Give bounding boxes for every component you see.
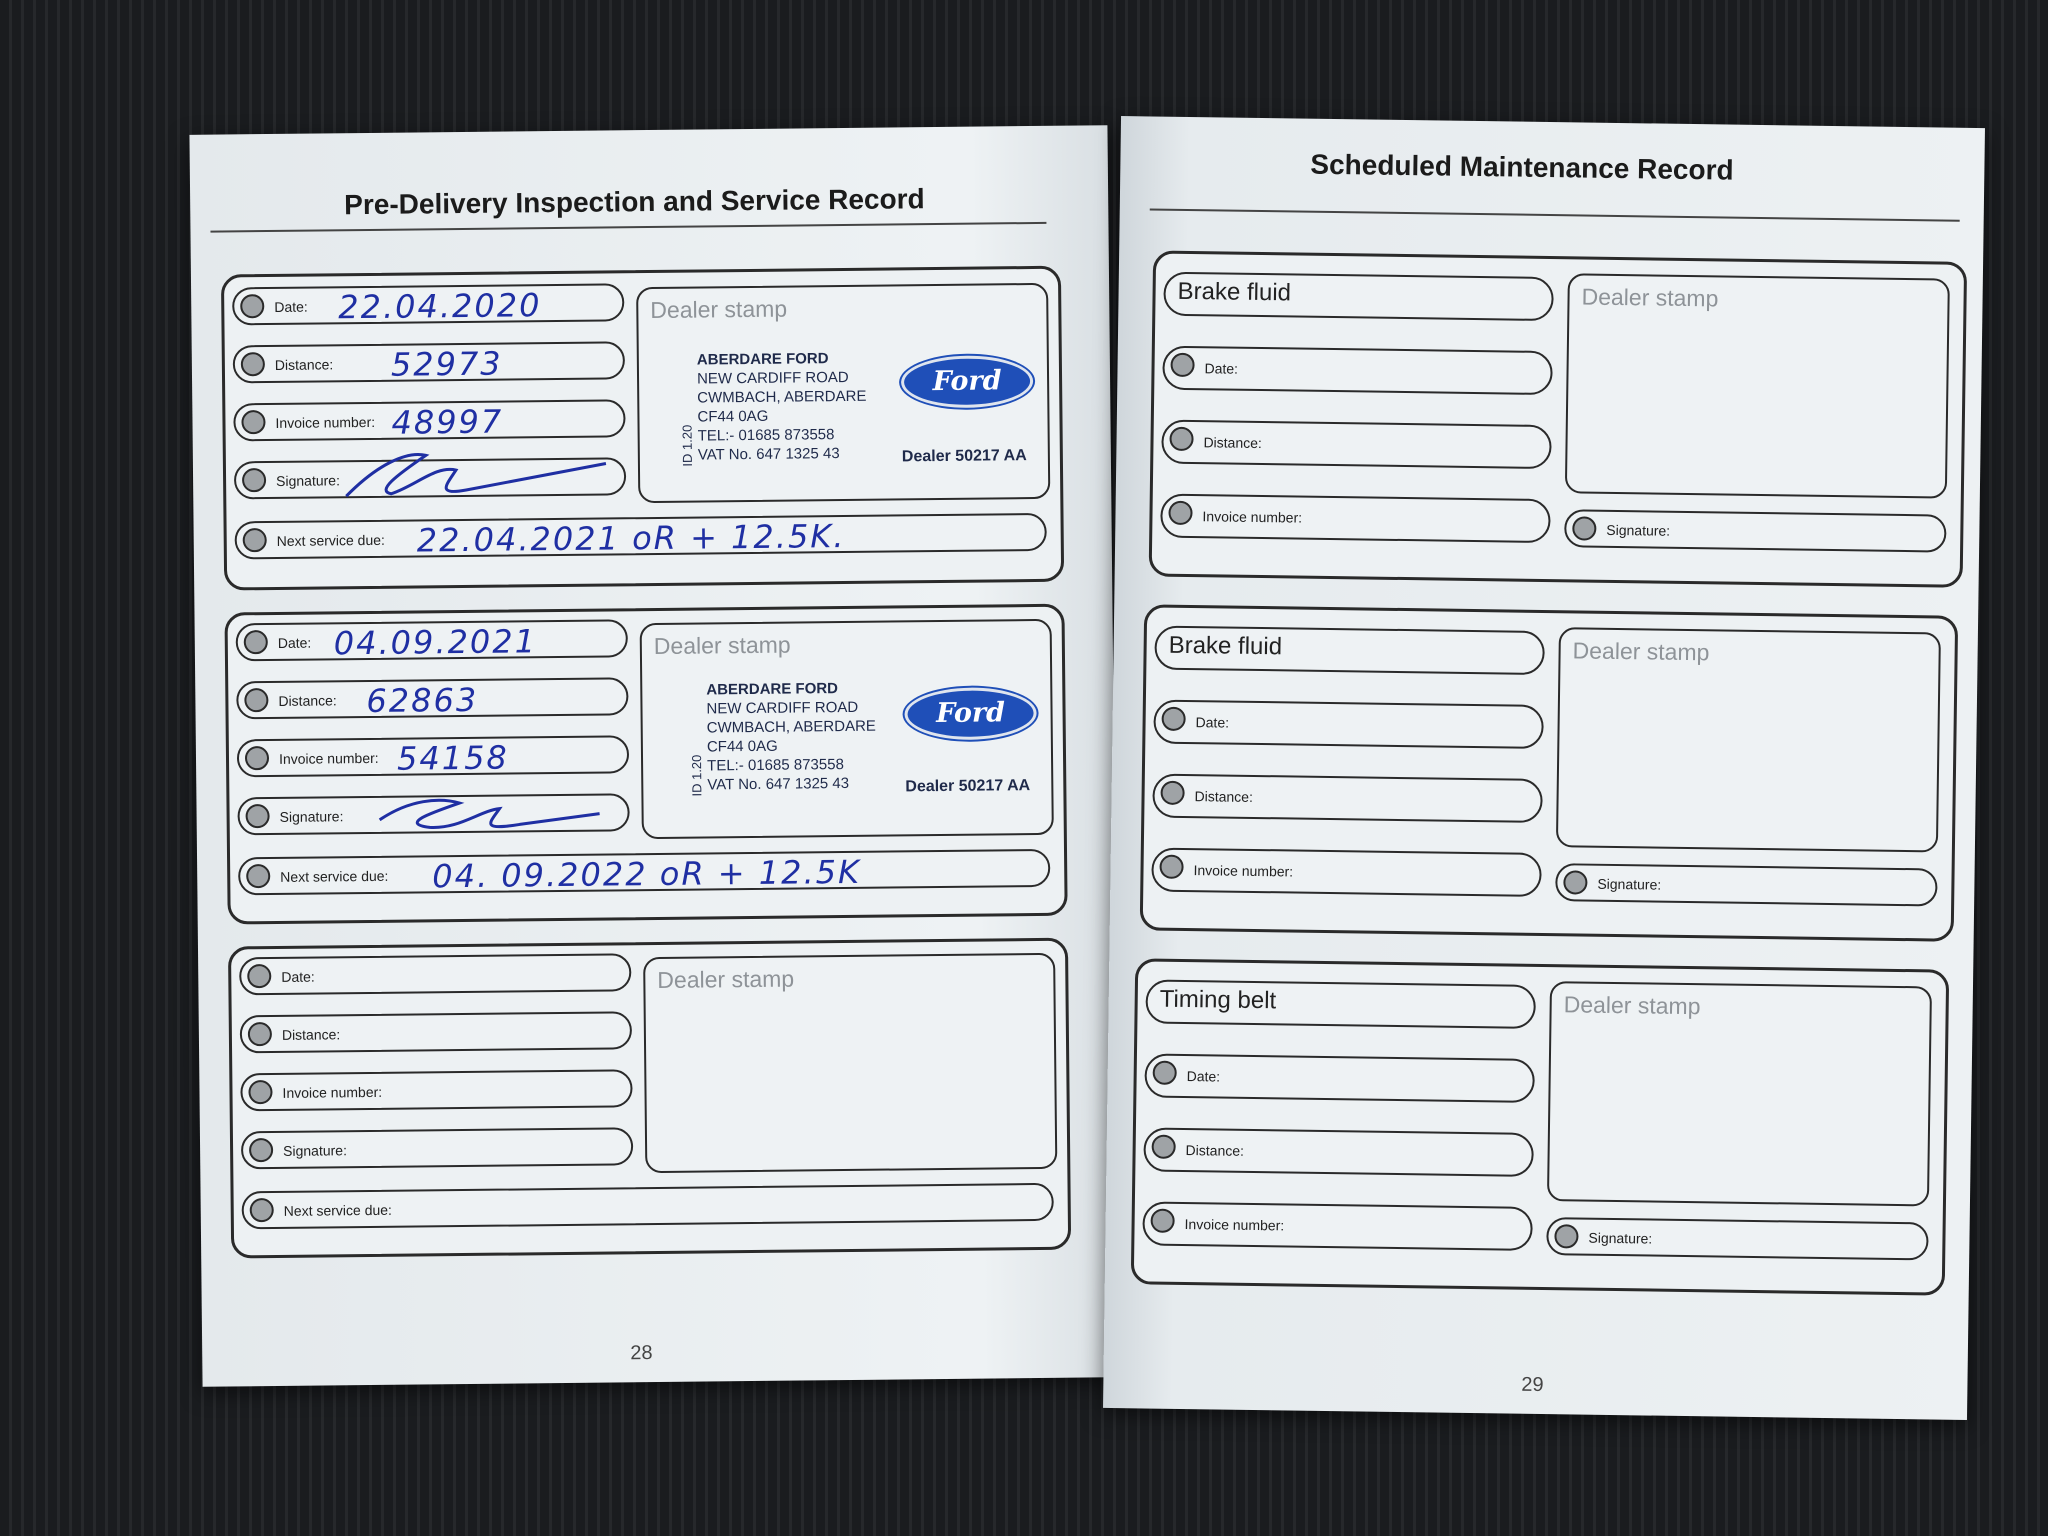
dealer-stamp-box [1547, 981, 1932, 1206]
next-service-value: 22.04.2021 oR + 12.5K. [416, 516, 846, 560]
dealer-stamp [706, 679, 876, 795]
distance-label: Distance: [281, 1026, 341, 1043]
invoice-label: Invoice number: [282, 1083, 383, 1101]
next-service-label: Next service due: [280, 867, 389, 885]
maintenance-item: Brake fluid [1177, 277, 1292, 307]
distance-field[interactable] [233, 341, 625, 383]
dealer-stamp-box [636, 283, 1050, 503]
dealer-stamp-label: Dealer stamp [650, 295, 788, 324]
dealer-stamp-box [640, 619, 1054, 839]
next-service-value: 04. 09.2022 oR + 12.5K [432, 852, 862, 896]
signature-scribble-icon [336, 443, 617, 506]
checkbox-icon[interactable] [244, 688, 268, 712]
checkbox-icon[interactable] [1170, 353, 1194, 377]
checkbox-icon[interactable] [1168, 501, 1192, 525]
stamp-tel: TEL:- 01685 873558 [707, 756, 844, 775]
date-field[interactable] [236, 619, 628, 661]
stamp-address-line2: CWMBACH, ABERDARE [706, 717, 876, 737]
dealer-stamp-box [1556, 627, 1941, 852]
checkbox-icon[interactable] [1161, 707, 1185, 731]
checkbox-icon[interactable] [1554, 1224, 1578, 1248]
checkbox-icon[interactable] [240, 294, 264, 318]
dealer-stamp-label: Dealer stamp [1563, 991, 1701, 1020]
distance-field[interactable] [240, 1011, 632, 1053]
date-field[interactable] [1153, 700, 1544, 749]
invoice-field[interactable] [1142, 1201, 1533, 1250]
stamp-address-line1: NEW CARDIFF ROAD [696, 368, 849, 388]
dealer-stamp-label: Dealer stamp [1581, 283, 1719, 312]
signature-label: Signature: [1606, 521, 1671, 539]
stamp-address-line1: NEW CARDIFF ROAD [706, 698, 859, 718]
date-label: Date: [281, 968, 315, 985]
signature-field[interactable] [237, 793, 629, 835]
invoice-field[interactable] [240, 1069, 632, 1111]
invoice-value: 48997 [391, 402, 504, 442]
service-record-2 [224, 604, 1067, 925]
checkbox-icon[interactable] [242, 468, 266, 492]
checkbox-icon[interactable] [250, 1198, 274, 1222]
checkbox-icon[interactable] [248, 1022, 272, 1046]
distance-label: Distance: [278, 692, 337, 709]
date-label: Date: [1204, 360, 1239, 377]
next-service-label: Next service due: [276, 531, 385, 549]
date-value: 04.09.2021 [333, 622, 538, 663]
signature-field[interactable] [234, 457, 626, 499]
service-record-3 [228, 938, 1071, 1259]
signature-field[interactable] [1564, 509, 1946, 552]
stamp-tel: TEL:- 01685 873558 [697, 426, 835, 445]
signature-field[interactable] [1555, 863, 1937, 906]
distance-field[interactable] [236, 677, 628, 719]
dealer-stamp-box [1565, 273, 1950, 498]
dealer-stamp [697, 349, 867, 465]
service-record-1 [221, 266, 1064, 591]
date-field[interactable] [239, 953, 631, 995]
stamp-vat: VAT No. 647 1325 43 [707, 774, 850, 794]
maintenance-item: Brake fluid [1168, 631, 1283, 661]
checkbox-icon[interactable] [1159, 855, 1183, 879]
checkbox-icon[interactable] [249, 1138, 273, 1162]
invoice-label: Invoice number: [1184, 1216, 1285, 1234]
stamp-address-line3: CF44 0AG [697, 407, 769, 426]
signature-field[interactable] [1546, 1217, 1928, 1260]
checkbox-icon[interactable] [244, 630, 268, 654]
date-field[interactable] [232, 283, 624, 325]
checkbox-icon[interactable] [1160, 781, 1184, 805]
checkbox-icon[interactable] [247, 964, 271, 988]
distance-value: 52973 [390, 344, 503, 384]
page-title-left: Pre-Delivery Inspection and Service Record [344, 183, 925, 221]
distance-field[interactable] [1152, 774, 1543, 823]
invoice-field[interactable] [1160, 494, 1551, 543]
date-label: Date: [1195, 714, 1230, 731]
distance-label: Distance: [1185, 1142, 1245, 1159]
checkbox-icon[interactable] [1150, 1209, 1174, 1233]
distance-field[interactable] [1143, 1127, 1534, 1176]
invoice-label: Invoice number: [1193, 862, 1294, 880]
left-page [189, 125, 1120, 1387]
checkbox-icon[interactable] [1153, 1061, 1177, 1085]
checkbox-icon[interactable] [243, 528, 267, 552]
date-field[interactable] [1144, 1053, 1535, 1102]
page-title-right: Scheduled Maintenance Record [1310, 148, 1734, 186]
invoice-label: Invoice number: [275, 413, 376, 431]
item-field [1145, 979, 1536, 1028]
maintenance-record-3 [1131, 958, 1949, 1295]
dealer-stamp-label: Dealer stamp [1572, 637, 1710, 666]
signature-label: Signature: [1588, 1229, 1653, 1247]
title-rule [210, 222, 1046, 233]
checkbox-icon[interactable] [1563, 870, 1587, 894]
distance-field[interactable] [1161, 420, 1552, 469]
page-number-right: 29 [1521, 1373, 1544, 1397]
stamp-dealer-number: Dealer 50217 AA [901, 447, 1027, 466]
date-field[interactable] [1162, 346, 1553, 395]
distance-value: 62863 [366, 680, 479, 721]
invoice-label: Invoice number: [1202, 508, 1303, 526]
signature-scribble-icon [369, 787, 610, 840]
invoice-field[interactable] [233, 399, 625, 441]
next-service-label: Next service due: [283, 1201, 392, 1219]
signature-label: Signature: [283, 1142, 348, 1159]
stamp-dealer-number: Dealer 50217 AA [905, 777, 1031, 796]
invoice-field[interactable] [1151, 848, 1542, 897]
stamp-code: ID 1.20 [679, 424, 695, 467]
signature-field[interactable] [241, 1127, 633, 1169]
next-service-field[interactable] [235, 513, 1047, 560]
dealer-stamp-label: Dealer stamp [657, 965, 795, 993]
stamp-code: ID 1.20 [688, 754, 705, 797]
distance-label: Distance: [1203, 434, 1262, 452]
ford-logo: Ford [901, 355, 1034, 408]
checkbox-icon[interactable] [1152, 1135, 1176, 1159]
item-field [1163, 272, 1554, 321]
checkbox-icon[interactable] [248, 1080, 272, 1104]
distance-label: Distance: [274, 356, 334, 373]
maintenance-record-2 [1140, 604, 1958, 941]
checkbox-icon[interactable] [1572, 516, 1596, 540]
date-value: 22.04.2020 [338, 286, 542, 327]
title-rule [1150, 208, 1960, 221]
signature-label: Signature: [279, 808, 344, 825]
signature-label: Signature: [276, 472, 341, 489]
checkbox-icon[interactable] [241, 410, 265, 434]
next-service-field[interactable] [238, 849, 1050, 896]
stamp-dealer-name: ABERDARE FORD [706, 680, 839, 699]
right-page [1103, 116, 1985, 1420]
invoice-field[interactable] [237, 735, 629, 777]
distance-label: Distance: [1194, 788, 1254, 805]
dealer-stamp-label: Dealer stamp [653, 631, 791, 660]
stamp-vat: VAT No. 647 1325 43 [697, 445, 840, 464]
invoice-label: Invoice number: [278, 749, 379, 767]
invoice-value: 54158 [396, 738, 510, 778]
signature-label: Signature: [1597, 875, 1662, 893]
checkbox-icon[interactable] [246, 864, 270, 888]
date-label: Date: [277, 634, 312, 651]
ford-logo: Ford [904, 687, 1037, 740]
date-label: Date: [274, 298, 308, 315]
stamp-address-line3: CF44 0AG [706, 737, 778, 756]
stamp-dealer-name: ABERDARE FORD [696, 350, 829, 369]
checkbox-icon[interactable] [245, 746, 269, 770]
checkbox-icon[interactable] [245, 804, 269, 828]
maintenance-record-1 [1149, 250, 1967, 587]
item-field [1154, 626, 1545, 675]
checkbox-icon[interactable] [1169, 427, 1193, 451]
checkbox-icon[interactable] [241, 352, 265, 376]
maintenance-item: Timing belt [1159, 985, 1277, 1015]
stamp-address-line2: CWMBACH, ABERDARE [697, 387, 867, 407]
next-service-field[interactable] [242, 1183, 1054, 1230]
dealer-stamp-box [643, 953, 1057, 1173]
date-label: Date: [1186, 1068, 1221, 1085]
page-number-left: 28 [630, 1342, 653, 1365]
